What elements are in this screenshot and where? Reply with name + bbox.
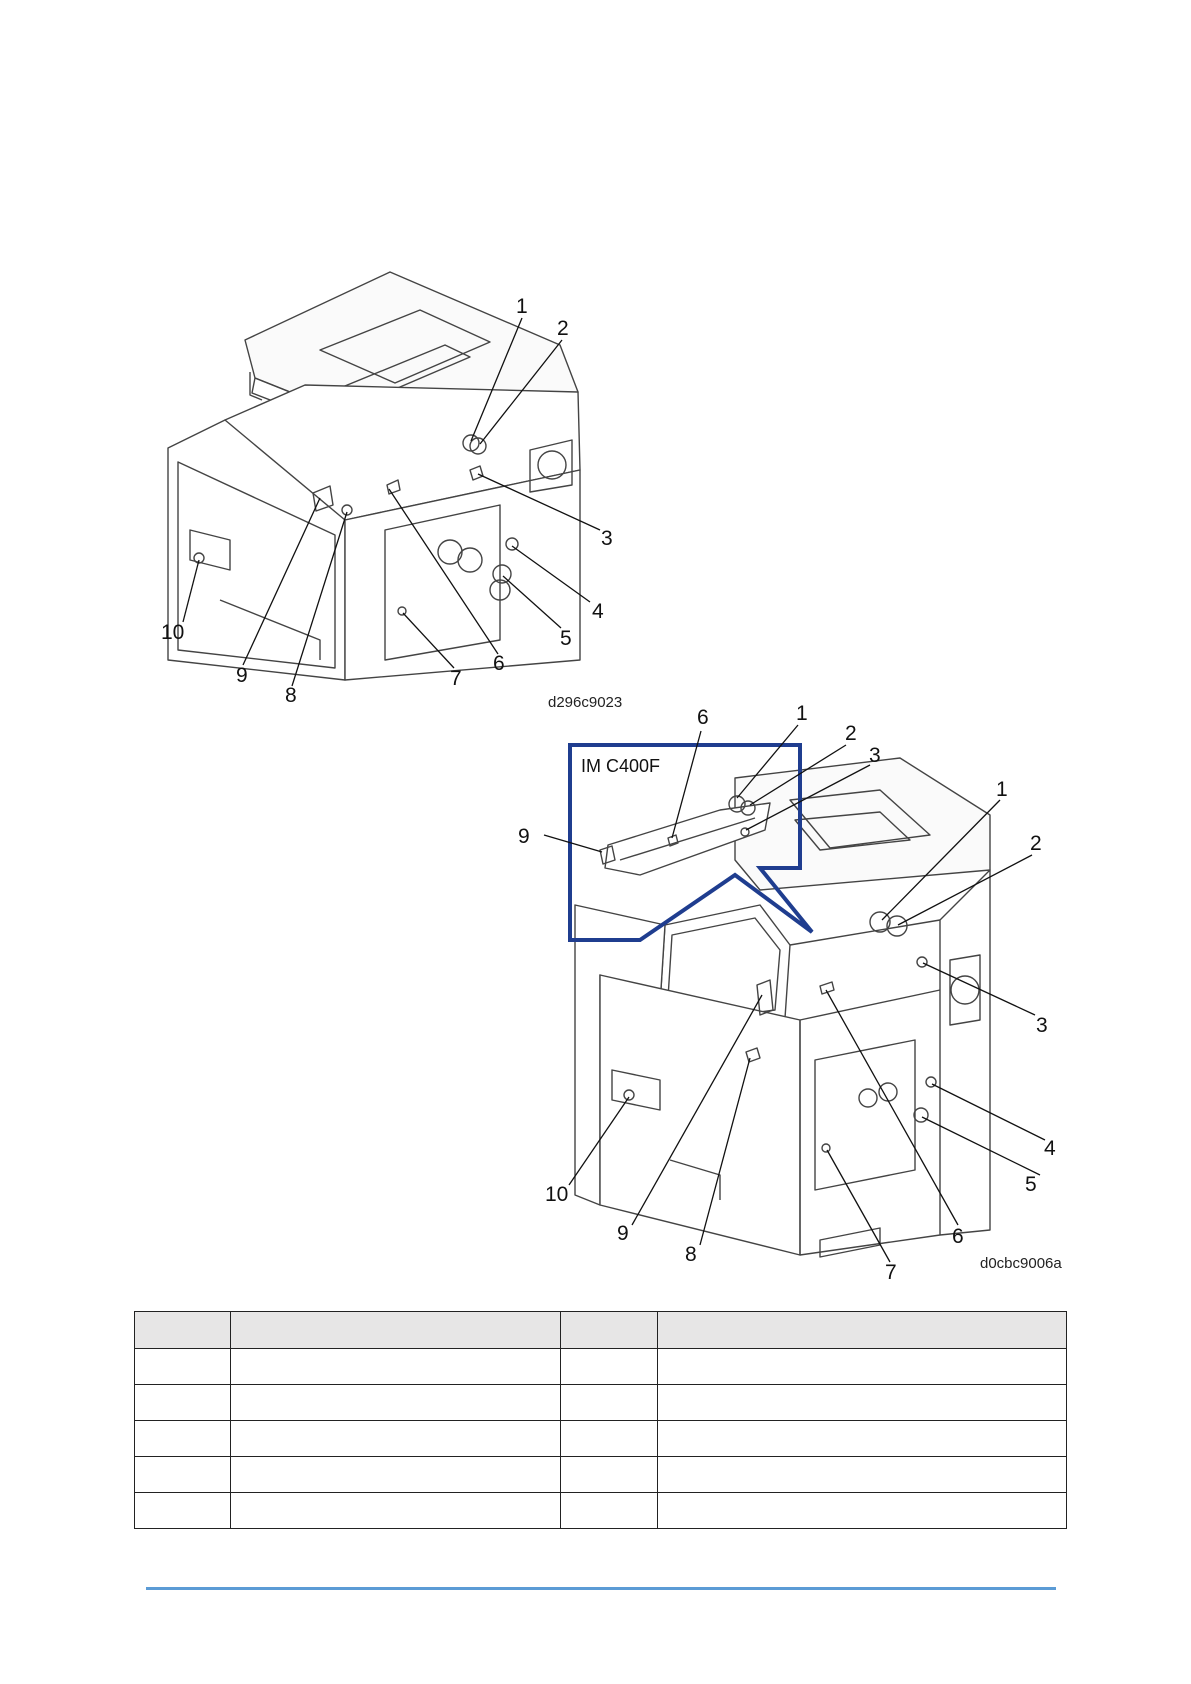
table-cell [135,1457,231,1493]
table-cell [561,1385,658,1421]
table-cell [658,1493,1067,1529]
table-row [135,1349,1067,1385]
callout-top-7: 7 [450,667,462,690]
callout-top-4: 4 [592,600,604,623]
table-header-row [135,1312,1067,1349]
table-cell [231,1457,561,1493]
callout-bottom-2: 2 [1030,832,1042,855]
table-cell [135,1349,231,1385]
callout-bottom-6: 6 [952,1225,964,1248]
table-cell [135,1421,231,1457]
table-cell [561,1349,658,1385]
table-cell [658,1457,1067,1493]
table-cell [231,1385,561,1421]
header-no [135,1312,231,1349]
callout-bottom-7: 7 [885,1261,897,1284]
callout-inset-2: 2 [845,722,857,745]
header-description-2 [658,1312,1067,1349]
callout-bottom-1: 1 [996,778,1008,801]
table-cell [135,1493,231,1529]
table-cell [658,1421,1067,1457]
machine-illustration-top [168,272,580,680]
header-no-2 [561,1312,658,1349]
table-cell [135,1385,231,1421]
callout-top-10: 10 [161,621,185,644]
table-row [135,1493,1067,1529]
callout-top-1: 1 [516,295,528,318]
footer-rule [146,1587,1056,1590]
callout-inset-6: 6 [697,706,709,729]
callout-top-5: 5 [560,627,572,650]
table-row [135,1421,1067,1457]
callout-bottom-3: 3 [1036,1014,1048,1037]
callout-top-8: 8 [285,684,297,707]
figure-code-top: d296c9023 [548,694,623,711]
callout-top-3: 3 [601,527,613,550]
callout-top-6: 6 [493,652,505,675]
table-cell [561,1493,658,1529]
callout-inset-3: 3 [869,744,881,767]
header-description [231,1312,561,1349]
table-cell [658,1385,1067,1421]
figure-code-bottom: d0cbc9006a [980,1255,1062,1272]
table-cell [658,1349,1067,1385]
table-row [135,1385,1067,1421]
machine-illustration-bottom [575,758,990,1257]
callout-bottom-5: 5 [1025,1173,1037,1196]
callout-bottom-4: 4 [1044,1137,1056,1160]
table-cell [561,1421,658,1457]
table-row [135,1457,1067,1493]
table-cell [561,1457,658,1493]
callout-inset-1: 1 [796,702,808,725]
parts-table [134,1311,1067,1529]
callout-top-2: 2 [557,317,569,340]
callout-inset-9: 9 [518,825,530,848]
callout-bottom-8: 8 [685,1243,697,1266]
callout-top-9: 9 [236,664,248,687]
callout-bottom-9: 9 [617,1222,629,1245]
table-cell [231,1349,561,1385]
callout-bottom-10: 10 [545,1183,569,1206]
inset-title: IM C400F [581,756,661,776]
table-cell [231,1421,561,1457]
table-cell [231,1493,561,1529]
